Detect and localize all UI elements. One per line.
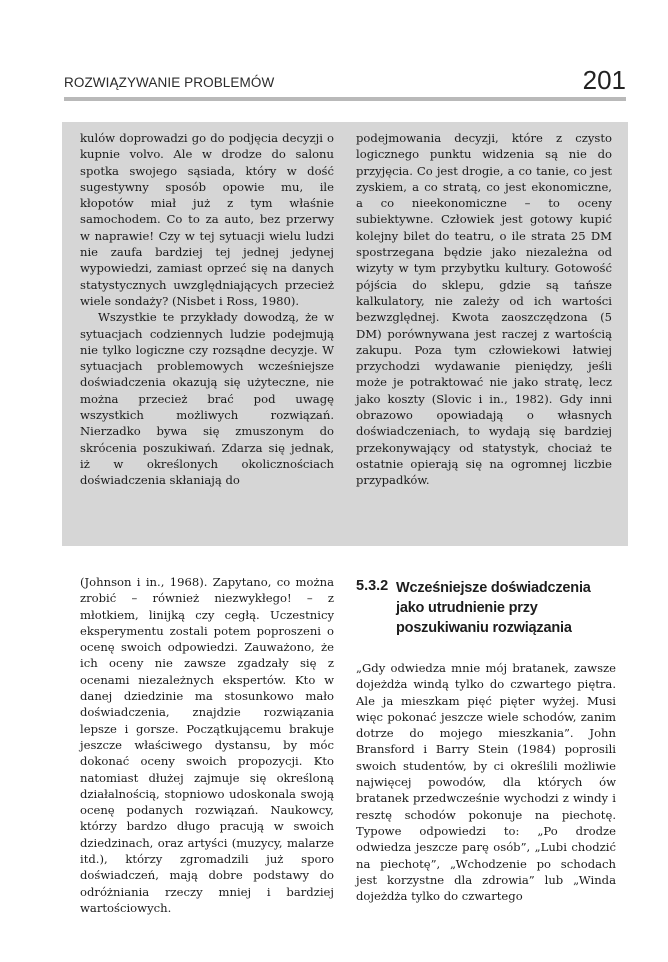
paragraph: (Johnson i in., 1968). Zapytano, co można zrobić – również niezwykłego! – z młotkiem, linijką czy cegłą. Uczestnicy eksperymentu zostali potem poproszeni o ocenę swoich odpowiedzi. Zauważono, że ich oceny nie zawsze zgadzały się z ocenami niezależnych ekspertów. Kto w danej dziedzinie ma stosunkowo mało doświadczenia, znajdzie rozwiązania lepsze i gorsze. Początkującemu brakuje jeszcze właściwego dystansu, by móc dokonać oceny swoich propozycji. Kto natomiast dłużej zajmuje się określoną działalnością, stopniowo udoskonala swoją ocenę podanych rozwiązań. Naukowcy, którzy bardzo długo pracują w swoich dziedzinach, oraz artyści (muzycy, malarze itd.), którzy zgromadzili już sporo doświadczeń, mają dobre podstawy do odróżniania rzeczy mniej i bardziej wartościowych. [80,575,334,915]
running-title: ROZWIĄZYWANIE PROBLEMÓW [64,75,275,90]
body-left-column [80,574,334,916]
section-heading [356,578,618,638]
paragraph: podejmowania decyzji, które z czysto logicznego punktu widzenia są nie do przyjęcia. Co jest drogie, a co tanie, co jest zyskiem, a co stratą, co jest ekonomiczne, a co nieekonomiczne – to oceny subiektywne. Człowiek jest gotowy kupić kolejny bilet do teatru, o ile strata 25 DM spostrzegana będzie jako niezależna od wizyty w tym przybytku kultury. Gotowość pójścia do sklepu, gdzie są tańsze kalkulatory, nie zależy od ich wartości bezwzględnej. Kwota zaoszczędzona (5 DM) porównywana jest raczej z wartością zakupu. Poza tym człowiekowi łatwiej przychodzi wydawanie pieniędzy, jeśli może je potraktować nie jako stratę, lecz jako koszty (Slovic i in., 1982). Gdy inni obrazowo opowiadają o własnych doświadczeniach, to wydają się bardziej przekonywający od statystyk, chociaż te ostatnie opierają się na ogromnej liczbie przypadków. [356,131,612,488]
box-right-column [356,130,612,489]
page-number: 201 [582,65,626,95]
paragraph: Wszystkie te przykłady dowodzą, że w sytuacjach codziennych ludzie podejmują nie tylko logiczne czy rozsądne decyzje. W sytuacjach problemowych wcześniejsze doświadczenia okazują się użyteczne, nie można przecież brać pod uwagę wszystkich możliwych rozwiązań. Nierzadko bywa się zmuszonym do skrócenia poszukiwań. Zdarza się jednak, iż w określonych okolicznościach doświadczenia skłaniają do [80,310,334,488]
section-number: 5.3.2 [356,578,389,594]
section-title: Wcześniejsze doświadczenia jako utrudnienie przy poszukiwaniu rozwiązania [396,580,591,636]
paragraph: „Gdy odwiedza mnie mój bratanek, zawsze dojeżdża windą tylko do czwartego piętra. Ale ja mieszkam pięć pięter wyżej. Musi więc pokonać jeszcze wiele schodów, zanim dotrze do mojego mieszkania”. John Bransford i Barry Stein (1984) poprosili swoich studentów, by ci określili możliwie najwięcej powodów, dla których ów bratanek przedwcześnie wychodzi z windy i resztę schodów pokonuje na piechotę. Typowe odpowiedzi to: „Po drodze odwiedza jeszcze parę osób”, „Lubi chodzić na piechotę”, „Wchodzenie po schodach jest korzystne dla zdrowia” lub „Winda dojeżdża tylko do czwartego [356,661,616,904]
body-right-column [356,660,616,904]
box-left-column [80,130,334,489]
paragraph: kulów doprowadzi go do podjęcia decyzji o kupnie volvo. Ale w drodze do salonu spotka swojego sąsiada, który w dość sugestywny sposób opowie mu, ile kłopotów miał już z tym właśnie samochodem. Co to za auto, bez przerwy w naprawie! Czy w tej sytuacji wielu ludzi nie zaufa bardziej tej jednej jedynej wypowiedzi, zamiast oprzeć się na danych statystycznych uwzględniających przecież wiele sondaży? (Nisbet i Ross, 1980). [80,131,334,308]
header-rule [64,97,626,101]
page-header [64,64,626,96]
